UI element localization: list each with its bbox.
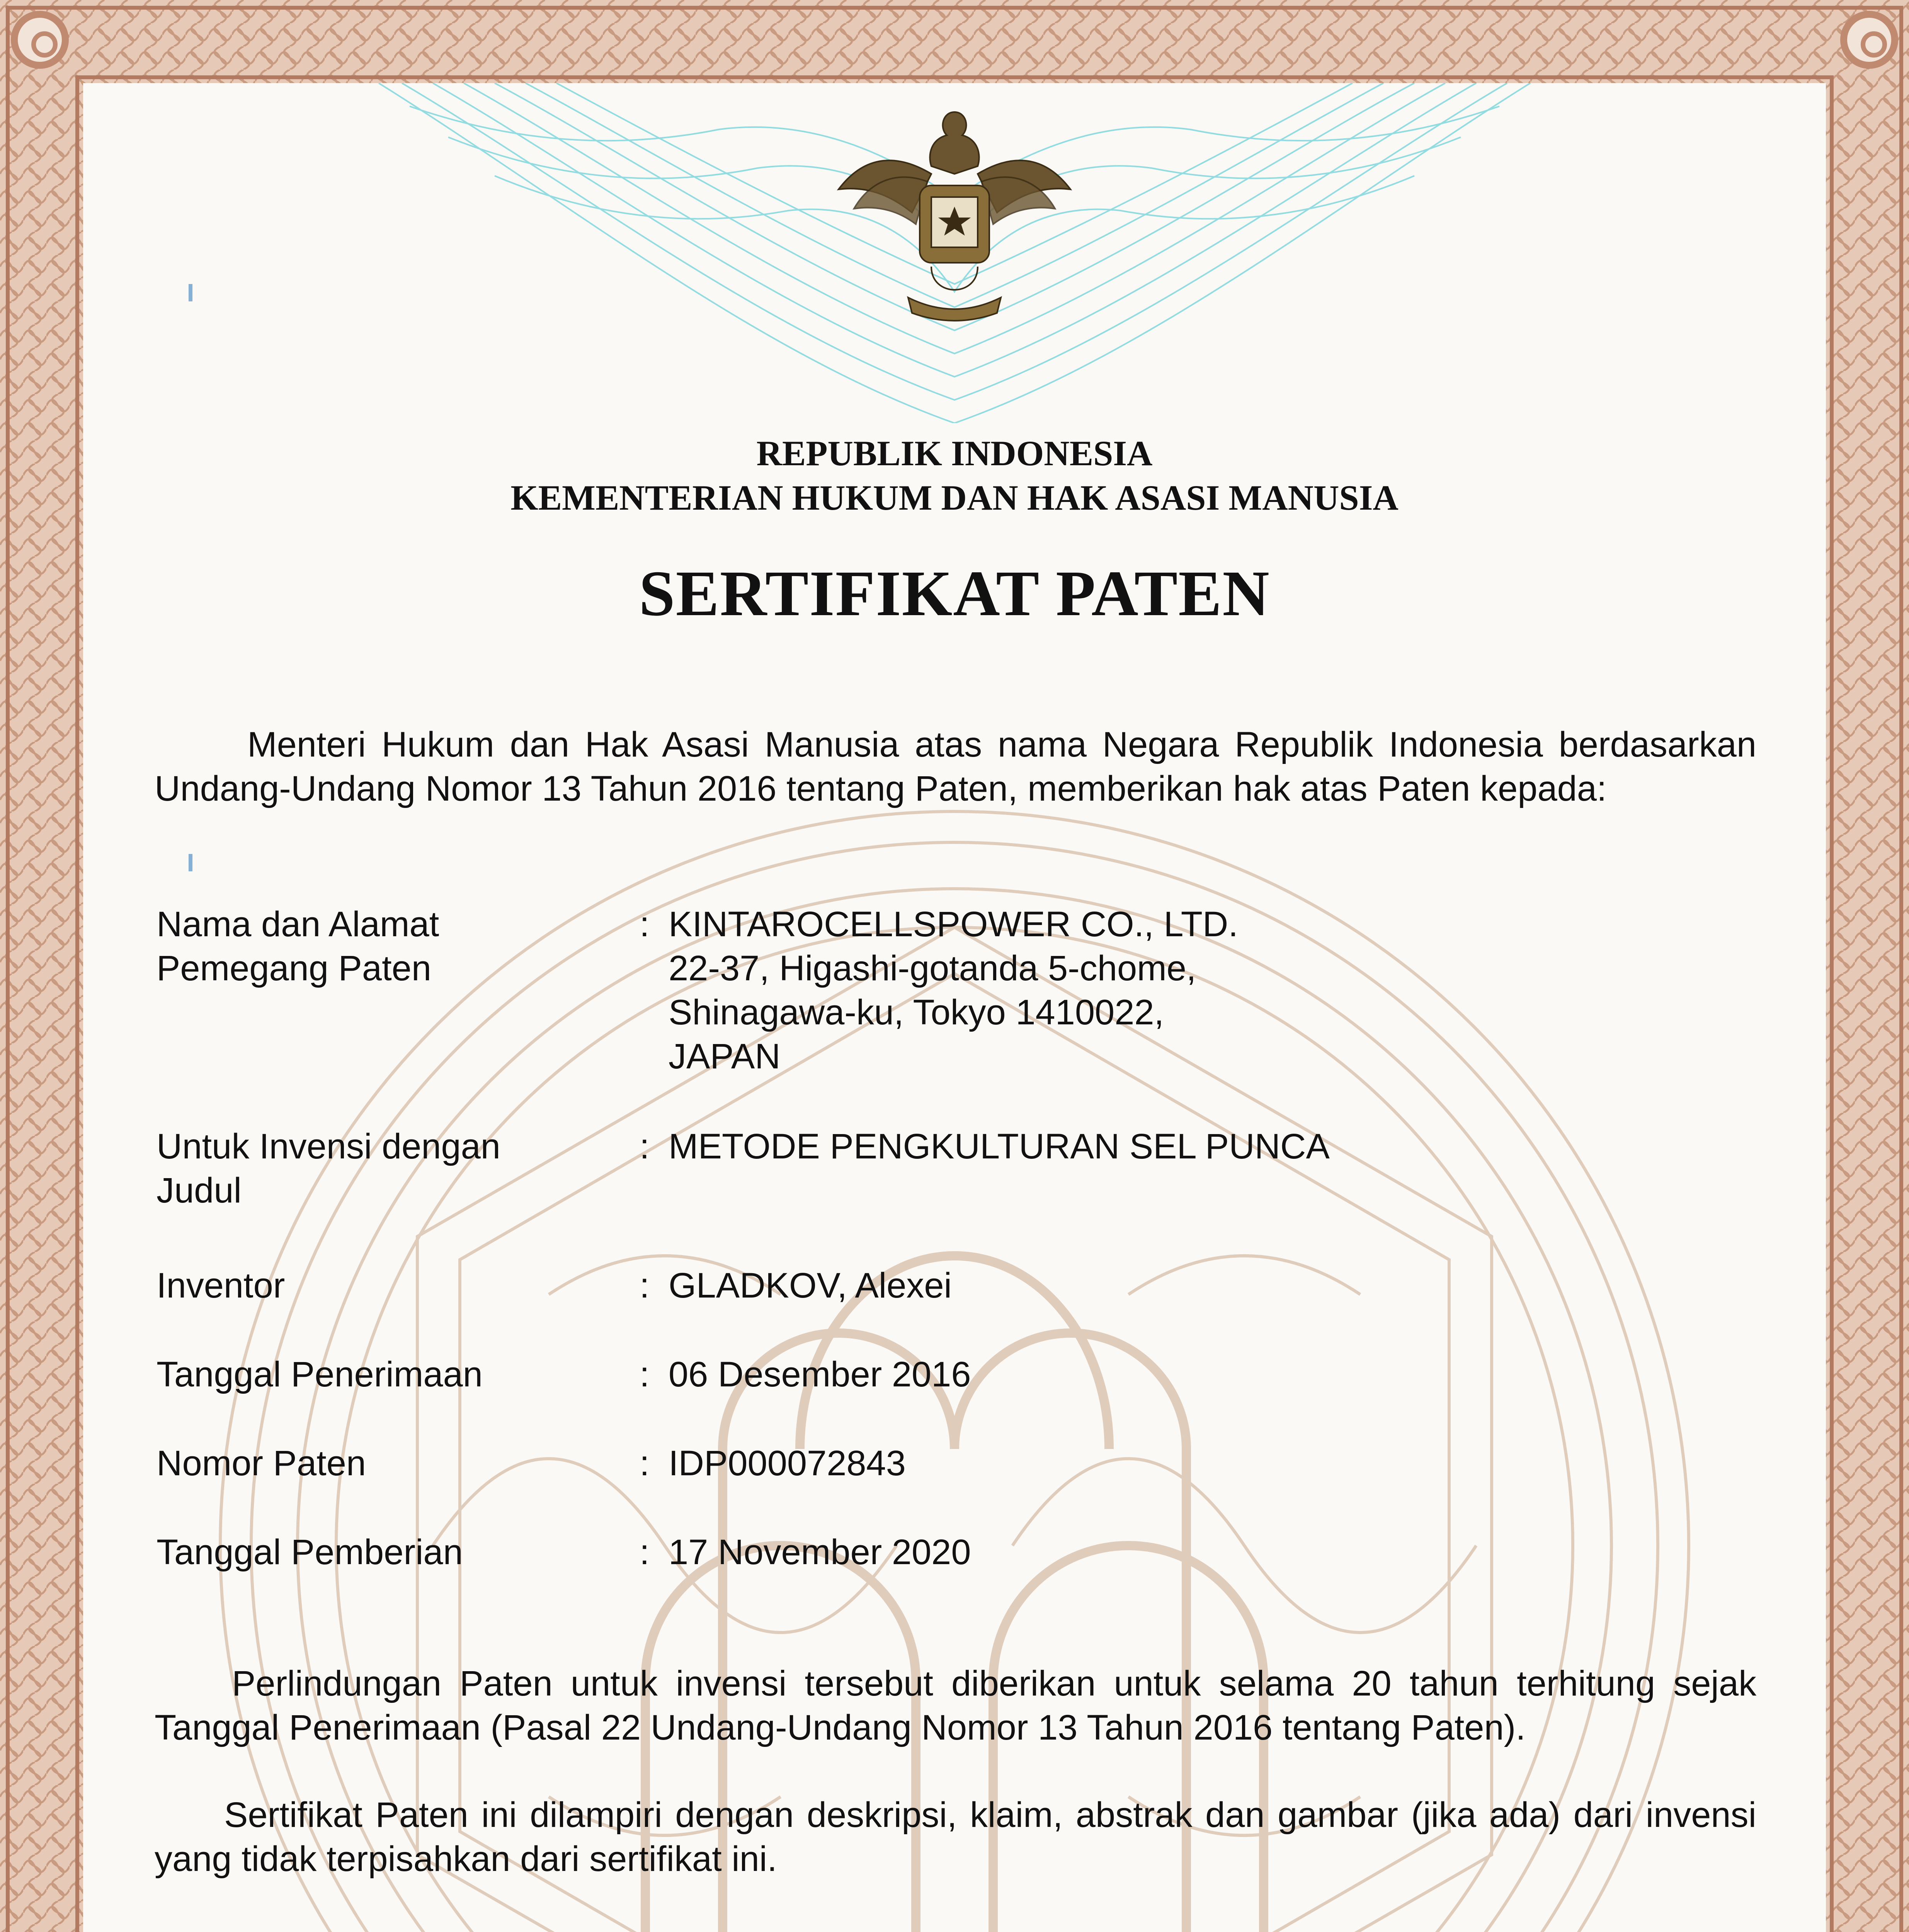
scan-mark xyxy=(189,284,192,301)
header-country: REPUBLIK INDONESIA xyxy=(756,434,1153,473)
invention-colon: : xyxy=(640,1127,650,1166)
inventor-colon: : xyxy=(640,1266,650,1305)
invention-label-line2: Judul xyxy=(157,1171,242,1210)
attachment-paragraph: Sertifikat Paten ini dilampiri dengan deskripsi, klaim, abstrak dan gambar (jika ada) dari invensi yang tidak terpisahkan dari sertifikat ini. xyxy=(155,1795,1756,1879)
patent-number-label: Nomor Paten xyxy=(157,1444,366,1483)
grant-date-label: Tanggal Pemberian xyxy=(157,1532,463,1572)
grant-date-colon: : xyxy=(640,1532,650,1572)
patent-number-colon: : xyxy=(640,1444,650,1483)
protection-paragraph: Perlindungan Paten untuk invensi tersebut diberikan untuk selama 20 tahun terhitung sejak Tanggal Penerimaan (Pasal 22 Undang-Undang Nomor 13 Tahun 2016 tentang Paten). xyxy=(155,1664,1756,1747)
holder-label-line2: Pemegang Paten xyxy=(157,949,431,988)
holder-address-line3: JAPAN xyxy=(669,1037,781,1076)
scan-mark xyxy=(189,854,192,871)
garuda-emblem-icon xyxy=(815,97,1094,344)
filing-date-colon: : xyxy=(640,1355,650,1394)
filing-date-label: Tanggal Penerimaan xyxy=(157,1355,483,1394)
holder-colon: : xyxy=(640,905,650,944)
intro-paragraph: Menteri Hukum dan Hak Asasi Manusia atas nama Negara Republik Indonesia berdasarkan Undang-Undang Nomor 13 Tahun 2016 tentang Paten, memberikan hak atas Paten kepada: xyxy=(155,725,1756,808)
filing-date-value: 06 Desember 2016 xyxy=(669,1355,971,1394)
patent-number-value: IDP000072843 xyxy=(669,1444,906,1483)
holder-label-line1: Nama dan Alamat xyxy=(157,905,439,944)
invention-title: METODE PENGKULTURAN SEL PUNCA xyxy=(669,1127,1330,1166)
holder-address-line2: Shinagawa-ku, Tokyo 1410022, xyxy=(669,993,1164,1032)
header-ministry: KEMENTERIAN HUKUM DAN HAK ASASI MANUSIA xyxy=(510,478,1399,517)
inventor-value: GLADKOV, Alexei xyxy=(669,1266,952,1305)
holder-address-line1: 22-37, Higashi-gotanda 5-chome, xyxy=(669,949,1196,988)
corner-ornament-icon xyxy=(11,11,69,69)
holder-name: KINTAROCELLSPOWER CO., LTD. xyxy=(669,905,1238,944)
invention-label-line1: Untuk Invensi dengan xyxy=(157,1127,500,1166)
inventor-label: Inventor xyxy=(157,1266,285,1305)
corner-ornament-icon xyxy=(1840,11,1898,69)
grant-date-value: 17 November 2020 xyxy=(669,1532,971,1572)
page-title: SERTIFIKAT PATEN xyxy=(639,558,1270,629)
